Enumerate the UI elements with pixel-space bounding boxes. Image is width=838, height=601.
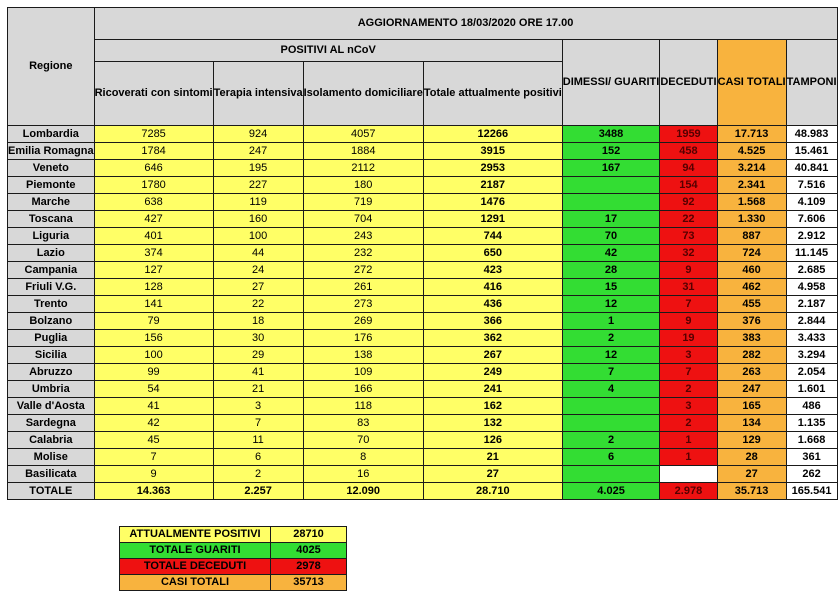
- cell-region: Puglia: [8, 330, 95, 347]
- cell-region: Lazio: [8, 245, 95, 262]
- summary-value: 28710: [271, 527, 347, 543]
- table-row: [8, 330, 838, 347]
- cell-casi: 263: [717, 364, 786, 381]
- cell-isolamento: 269: [303, 313, 423, 330]
- cell-terapia: 27: [213, 279, 303, 296]
- cell-deceduti: 31: [660, 279, 717, 296]
- cell-totale: 423: [423, 262, 562, 279]
- cell-casi: 4.525: [717, 143, 786, 160]
- table-row: [8, 415, 838, 432]
- cell-totale: 249: [423, 364, 562, 381]
- cell-region: Molise: [8, 449, 95, 466]
- cell-dimessi: 167: [562, 160, 660, 177]
- cell-region: Calabria: [8, 432, 95, 449]
- cell-isolamento: 4057: [303, 126, 423, 143]
- table-row: [8, 296, 838, 313]
- cell-deceduti: 19: [660, 330, 717, 347]
- cell-casi: 28: [717, 449, 786, 466]
- summary-row: [120, 559, 347, 575]
- cell-totale: 650: [423, 245, 562, 262]
- cell-region: Piemonte: [8, 177, 95, 194]
- cell-tamponi: 1.135: [786, 415, 837, 432]
- table-row: [8, 177, 838, 194]
- cell-tamponi: 1.668: [786, 432, 837, 449]
- cell-dimessi: 6: [562, 449, 660, 466]
- cell-totale: 366: [423, 313, 562, 330]
- cell-ricoverati: 427: [94, 211, 213, 228]
- cell-casi: 165: [717, 398, 786, 415]
- cell-ricoverati: 638: [94, 194, 213, 211]
- cell-totale: 132: [423, 415, 562, 432]
- cell-totale: 241: [423, 381, 562, 398]
- total-dimessi: 4.025: [562, 483, 660, 500]
- summary-label: ATTUALMENTE POSITIVI: [120, 527, 271, 543]
- dimessi-header: DIMESSI/ GUARITI: [562, 40, 660, 126]
- cell-totale: 3915: [423, 143, 562, 160]
- cell-ricoverati: 9: [94, 466, 213, 483]
- cell-isolamento: 8: [303, 449, 423, 466]
- totals-label: TOTALE: [8, 483, 95, 500]
- cell-isolamento: 2112: [303, 160, 423, 177]
- positive-group-header: POSITIVI AL nCoV: [94, 40, 562, 62]
- update-title: AGGIORNAMENTO 18/03/2020 ORE 17.00: [94, 8, 837, 40]
- total-isolamento: 12.090: [303, 483, 423, 500]
- covid-data-table: [7, 7, 838, 500]
- cell-ricoverati: 401: [94, 228, 213, 245]
- cell-deceduti: 9: [660, 313, 717, 330]
- cell-deceduti: 32: [660, 245, 717, 262]
- total-ricoverati: 14.363: [94, 483, 213, 500]
- cell-terapia: 3: [213, 398, 303, 415]
- cell-dimessi: 1: [562, 313, 660, 330]
- cell-ricoverati: 646: [94, 160, 213, 177]
- cell-deceduti: 92: [660, 194, 717, 211]
- cell-deceduti: 458: [660, 143, 717, 160]
- cell-totale: 416: [423, 279, 562, 296]
- cell-deceduti: 2: [660, 381, 717, 398]
- cell-dimessi: 12: [562, 347, 660, 364]
- table-row: [8, 432, 838, 449]
- cell-region: Toscana: [8, 211, 95, 228]
- cell-ricoverati: 42: [94, 415, 213, 432]
- cell-casi: 3.214: [717, 160, 786, 177]
- cell-ricoverati: 100: [94, 347, 213, 364]
- cell-casi: 17.713: [717, 126, 786, 143]
- cell-region: Veneto: [8, 160, 95, 177]
- cell-dimessi: 2: [562, 330, 660, 347]
- cell-casi: 129: [717, 432, 786, 449]
- cell-ricoverati: 79: [94, 313, 213, 330]
- cell-tamponi: 7.516: [786, 177, 837, 194]
- cell-isolamento: 118: [303, 398, 423, 415]
- cell-casi: 134: [717, 415, 786, 432]
- ricoverati-header: Ricoverati con sintomi: [94, 62, 213, 126]
- cell-dimessi: 15: [562, 279, 660, 296]
- cell-deceduti: 22: [660, 211, 717, 228]
- cell-tamponi: 4.109: [786, 194, 837, 211]
- cell-deceduti: 1: [660, 432, 717, 449]
- summary-row: [120, 527, 347, 543]
- cell-casi: 247: [717, 381, 786, 398]
- cell-isolamento: 109: [303, 364, 423, 381]
- cell-ricoverati: 127: [94, 262, 213, 279]
- cell-isolamento: 232: [303, 245, 423, 262]
- tamponi-header: TAMPONI: [786, 40, 837, 126]
- cell-tamponi: 7.606: [786, 211, 837, 228]
- cell-region: Bolzano: [8, 313, 95, 330]
- table-row: [8, 381, 838, 398]
- cell-region: Emilia Romagna: [8, 143, 95, 160]
- cell-dimessi: 7: [562, 364, 660, 381]
- cell-isolamento: 719: [303, 194, 423, 211]
- cell-totale: 162: [423, 398, 562, 415]
- cell-tamponi: 2.187: [786, 296, 837, 313]
- cell-deceduti: 7: [660, 364, 717, 381]
- cell-terapia: 41: [213, 364, 303, 381]
- summary-label: TOTALE DECEDUTI: [120, 559, 271, 575]
- cell-terapia: 30: [213, 330, 303, 347]
- cell-region: Friuli V.G.: [8, 279, 95, 296]
- cell-tamponi: 2.912: [786, 228, 837, 245]
- table-row: [8, 245, 838, 262]
- cell-tamponi: 48.983: [786, 126, 837, 143]
- table-row: [8, 398, 838, 415]
- table-row: [8, 262, 838, 279]
- cell-region: Trento: [8, 296, 95, 313]
- cell-ricoverati: 41: [94, 398, 213, 415]
- cell-terapia: 11: [213, 432, 303, 449]
- cell-terapia: 100: [213, 228, 303, 245]
- total-positivi: 28.710: [423, 483, 562, 500]
- deceduti-header: DECEDUTI: [660, 40, 717, 126]
- table-row: [8, 364, 838, 381]
- cell-dimessi: 17: [562, 211, 660, 228]
- cell-isolamento: 166: [303, 381, 423, 398]
- cell-deceduti: 73: [660, 228, 717, 245]
- data-rows: [8, 126, 838, 483]
- cell-isolamento: 16: [303, 466, 423, 483]
- cell-terapia: 924: [213, 126, 303, 143]
- cell-totale: 1291: [423, 211, 562, 228]
- cell-totale: 267: [423, 347, 562, 364]
- cell-ricoverati: 1784: [94, 143, 213, 160]
- cell-terapia: 22: [213, 296, 303, 313]
- cell-dimessi: 70: [562, 228, 660, 245]
- cell-isolamento: 138: [303, 347, 423, 364]
- table-row: [8, 143, 838, 160]
- cell-region: Valle d'Aosta: [8, 398, 95, 415]
- cell-isolamento: 180: [303, 177, 423, 194]
- cell-terapia: 21: [213, 381, 303, 398]
- cell-dimessi: [562, 194, 660, 211]
- summary-label: TOTALE GUARITI: [120, 543, 271, 559]
- cell-totale: 744: [423, 228, 562, 245]
- cell-tamponi: 11.145: [786, 245, 837, 262]
- summary-row: [120, 543, 347, 559]
- cell-isolamento: 176: [303, 330, 423, 347]
- isolamento-header: Isolamento domiciliare: [303, 62, 423, 126]
- summary-value: 2978: [271, 559, 347, 575]
- cell-region: Basilicata: [8, 466, 95, 483]
- cell-deceduti: 94: [660, 160, 717, 177]
- cell-region: Campania: [8, 262, 95, 279]
- summary-value: 35713: [271, 575, 347, 591]
- cell-casi: 2.341: [717, 177, 786, 194]
- table-row: [8, 347, 838, 364]
- region-header-label: Regione: [29, 60, 73, 72]
- cell-isolamento: 273: [303, 296, 423, 313]
- table-row: [8, 160, 838, 177]
- cell-terapia: 227: [213, 177, 303, 194]
- cell-tamponi: 2.685: [786, 262, 837, 279]
- cell-totale: 2187: [423, 177, 562, 194]
- table-row: [8, 279, 838, 296]
- cell-terapia: 6: [213, 449, 303, 466]
- cell-terapia: 160: [213, 211, 303, 228]
- table-row: [8, 466, 838, 483]
- cell-totale: 126: [423, 432, 562, 449]
- cell-deceduti: 3: [660, 347, 717, 364]
- cell-casi: 455: [717, 296, 786, 313]
- table-row: [8, 211, 838, 228]
- cell-tamponi: 4.958: [786, 279, 837, 296]
- cell-deceduti: 154: [660, 177, 717, 194]
- cell-casi: 1.330: [717, 211, 786, 228]
- cell-totale: 362: [423, 330, 562, 347]
- cell-totale: 12266: [423, 126, 562, 143]
- summary-value: 4025: [271, 543, 347, 559]
- cell-region: Umbria: [8, 381, 95, 398]
- cell-totale: 21: [423, 449, 562, 466]
- total-casi: 35.713: [717, 483, 786, 500]
- cell-dimessi: 12: [562, 296, 660, 313]
- table-row: [8, 449, 838, 466]
- cell-isolamento: 70: [303, 432, 423, 449]
- summary-label: CASI TOTALI: [120, 575, 271, 591]
- cell-deceduti: 1959: [660, 126, 717, 143]
- region-column-header: [8, 8, 95, 126]
- cell-casi: 887: [717, 228, 786, 245]
- cell-dimessi: [562, 466, 660, 483]
- cell-region: Sardegna: [8, 415, 95, 432]
- cell-ricoverati: 128: [94, 279, 213, 296]
- cell-region: Lombardia: [8, 126, 95, 143]
- cell-totale: 436: [423, 296, 562, 313]
- cell-dimessi: [562, 177, 660, 194]
- cell-deceduti: 1: [660, 449, 717, 466]
- cell-totale: 2953: [423, 160, 562, 177]
- terapia-header: Terapia intensiva: [213, 62, 303, 126]
- cell-terapia: 119: [213, 194, 303, 211]
- cell-tamponi: 40.841: [786, 160, 837, 177]
- cell-tamponi: 3.433: [786, 330, 837, 347]
- cell-casi: 724: [717, 245, 786, 262]
- cell-casi: 460: [717, 262, 786, 279]
- cell-isolamento: 261: [303, 279, 423, 296]
- cell-terapia: 7: [213, 415, 303, 432]
- cell-terapia: 29: [213, 347, 303, 364]
- cell-ricoverati: 99: [94, 364, 213, 381]
- cell-ricoverati: 374: [94, 245, 213, 262]
- cell-dimessi: 152: [562, 143, 660, 160]
- cell-dimessi: 3488: [562, 126, 660, 143]
- cell-terapia: 195: [213, 160, 303, 177]
- cell-deceduti: 3: [660, 398, 717, 415]
- cell-tamponi: 361: [786, 449, 837, 466]
- cell-terapia: 247: [213, 143, 303, 160]
- cell-ricoverati: 1780: [94, 177, 213, 194]
- table-row: [8, 228, 838, 245]
- cell-region: Sicilia: [8, 347, 95, 364]
- table-row: [8, 194, 838, 211]
- cell-tamponi: 3.294: [786, 347, 837, 364]
- cell-dimessi: 28: [562, 262, 660, 279]
- cell-isolamento: 83: [303, 415, 423, 432]
- cell-terapia: 2: [213, 466, 303, 483]
- cell-isolamento: 272: [303, 262, 423, 279]
- cell-totale: 27: [423, 466, 562, 483]
- cell-ricoverati: 156: [94, 330, 213, 347]
- cell-tamponi: 486: [786, 398, 837, 415]
- cell-ricoverati: 54: [94, 381, 213, 398]
- cell-tamponi: 262: [786, 466, 837, 483]
- cell-terapia: 18: [213, 313, 303, 330]
- cell-ricoverati: 7285: [94, 126, 213, 143]
- cell-totale: 1476: [423, 194, 562, 211]
- cell-casi: 376: [717, 313, 786, 330]
- cell-isolamento: 704: [303, 211, 423, 228]
- casi-totali-header: CASI TOTALI: [717, 40, 786, 126]
- cell-terapia: 44: [213, 245, 303, 262]
- cell-region: Marche: [8, 194, 95, 211]
- cell-tamponi: 2.054: [786, 364, 837, 381]
- summary-row: [120, 575, 347, 591]
- cell-region: Liguria: [8, 228, 95, 245]
- cell-tamponi: 2.844: [786, 313, 837, 330]
- cell-deceduti: 9: [660, 262, 717, 279]
- total-deceduti: 2.978: [660, 483, 717, 500]
- cell-casi: 383: [717, 330, 786, 347]
- totale-positivi-header: Totale attualmente positivi: [423, 62, 562, 126]
- cell-dimessi: 4: [562, 381, 660, 398]
- cell-isolamento: 1884: [303, 143, 423, 160]
- summary-rows: [120, 527, 347, 591]
- cell-deceduti: [660, 466, 717, 483]
- total-tamponi: 165.541: [786, 483, 837, 500]
- cell-casi: 462: [717, 279, 786, 296]
- cell-dimessi: [562, 415, 660, 432]
- cell-tamponi: 1.601: [786, 381, 837, 398]
- cell-isolamento: 243: [303, 228, 423, 245]
- summary-table: [119, 526, 347, 591]
- cell-ricoverati: 141: [94, 296, 213, 313]
- cell-casi: 282: [717, 347, 786, 364]
- cell-dimessi: 2: [562, 432, 660, 449]
- cell-dimessi: [562, 398, 660, 415]
- cell-tamponi: 15.461: [786, 143, 837, 160]
- cell-ricoverati: 45: [94, 432, 213, 449]
- cell-casi: 27: [717, 466, 786, 483]
- cell-dimessi: 42: [562, 245, 660, 262]
- cell-ricoverati: 7: [94, 449, 213, 466]
- cell-region: Abruzzo: [8, 364, 95, 381]
- table-row: [8, 126, 838, 143]
- cell-terapia: 24: [213, 262, 303, 279]
- cell-casi: 1.568: [717, 194, 786, 211]
- table-row: [8, 313, 838, 330]
- cell-deceduti: 2: [660, 415, 717, 432]
- cell-deceduti: 7: [660, 296, 717, 313]
- total-terapia: 2.257: [213, 483, 303, 500]
